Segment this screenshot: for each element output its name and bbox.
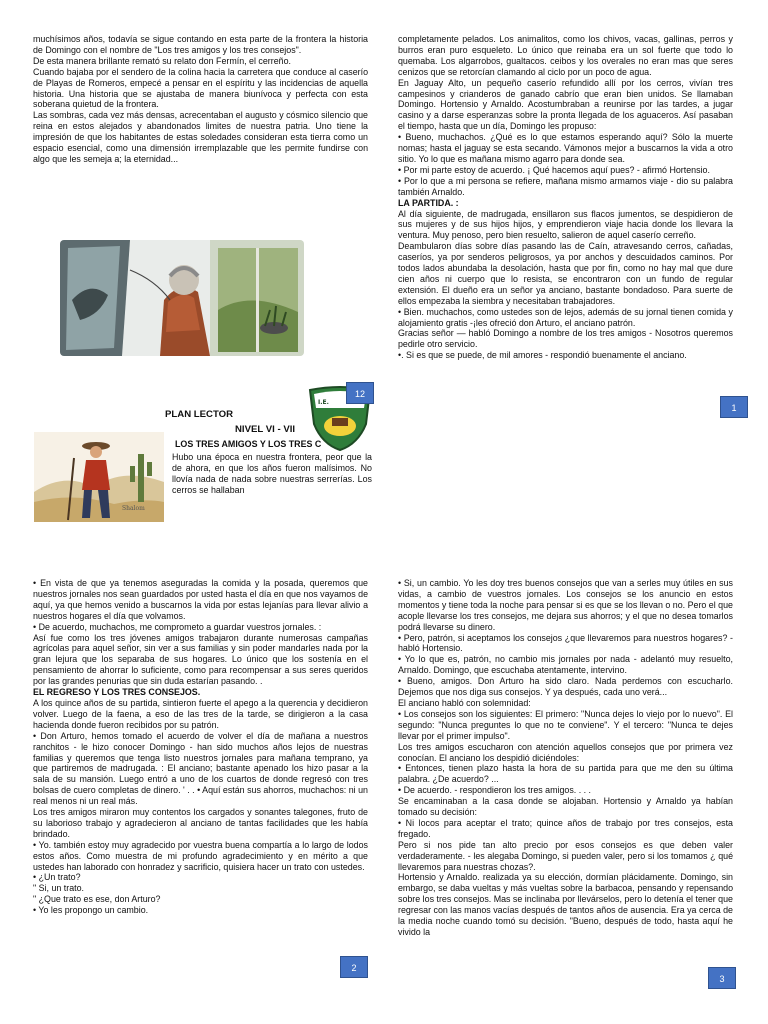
page-number-badge: 3 <box>708 967 736 989</box>
paragraph: En Jaguay Alto, un pequeño caserío refundido allí por los cerros, vivían tres campesinos y crianderos de ganado cabrío que eran bien unidos. Se llamaban Domingo. Hortensio y Arnaldo. Acostumbraban a reunirse por las tardes, a jugar casino y a darse esperanzas sobre la pronta llegada de los aguaceros. Así pasaban el tiempo, hasta que un día, Domingo les propuso: <box>398 77 733 132</box>
page-number-badge: 2 <box>340 956 368 978</box>
paragraph: Las sombras, cada vez más densas, acrecentaban el augusto y cósmico silencio que reina en estos alejados y abandonados limites de nuestra patria. Uno tiene la impresión de que los habitantes de estas soledades consideran esta tierra como un espacio esencial, como una dimensión irremplazable que les permite fundirse con algo que les semeja a; la eternidad... <box>33 110 368 164</box>
paragraph: • Bueno, amigos. Don Arturo ha sido claro. Nada perdemos con escucharlo. Dejemos que nos diga sus consejos. Y ya después, cada uno verá... <box>398 676 733 698</box>
column-top-left <box>33 34 368 230</box>
column-bottom-right <box>398 578 733 1024</box>
paragraph: " ¿Que trato es ese, don Arturo? <box>33 894 161 905</box>
paragraph: De esta manera brillante remató su relato don Fermín, el cerreño. <box>33 55 291 66</box>
paragraph: • ¿Un trato? <box>33 872 81 883</box>
story-intro: Hubo una época en nuestra frontera, peor que la de ahora, en que los años fueron malísimos. No llovía nada de nada sobre nuestras serrerías. Los cerros se hallaban <box>172 452 372 495</box>
paragraph: • Por mi parte estoy de acuerdo. ¡ Qué hacemos aquí pues? - afirmó Hortensio. <box>398 164 710 175</box>
paragraph: • Si, un cambio. Yo les doy tres buenos consejos que van a serles muy útiles en sus vidas, a cambio de vuestros jornales. Los consejos se los anuncio en estos momentos y tiene toda la noche para pensar si es que se los llevan o no. Pero el que acople llevarse los tres consejos, me dejara sus ahorros; y el que no desea tomarlos podrá llevarse su dinero. <box>398 578 733 632</box>
paragraph: •. Si es que se puede, de mil amores - respondió buenamente el anciano. <box>398 350 687 361</box>
paragraph: muchísimos años, todavía se sigue contando en esta parte de la frontera la historia de Domingo con el nombre de "Los tres amigos y los tres consejos". <box>33 34 368 55</box>
section-heading: LA PARTIDA. : <box>398 197 459 208</box>
paragraph: A los quince años de su partida, sintieron fuerte el apego a la querencia y decidieron volver. Luego de la faena, a eso de las tres de la tarde, se dirigieron a la casa hacienda donde fueron recibidos por su patrón. <box>33 697 368 730</box>
paragraph: completamente pelados. Los animalitos, como los chivos, vacas, gallinas, perros y burros eran puro esqueleto. Lo único que reinaba era un sol fuerte que todo lo quemaba. Los algarrobos, gualtacos. ceibos y los overales no eran mas que seres cenizos que se retorcían clamando al ciclo por un poco de agua. <box>398 34 733 77</box>
paragraph: Los tres amigos escucharon con atención aquellos consejos que por primera vez conocían. El anciano los despidió diciéndoles: <box>398 741 733 763</box>
paragraph: • De acuerdo, muchachos, me comprometo a guardar vuestros jornales. : <box>33 621 322 632</box>
paragraph: • Los consejos son los siguientes: El primero: "Nunca dejes lo viejo por lo nuevo". El segundo: "Nunca preguntes lo que no te conviene". Y el tercero: "Nunca te dejes llevar por el primer impulso". <box>398 708 733 741</box>
paragraph: Cuando bajaba por el sendero de la colina hacia la carretera que conduce al caserío de Playas de Romeros, empecé a pensar en el espíritu y las incidencias de aquella historia. Una historia que se ajustaba de manera biunívoca y perfecta con esta soberana quietud de la frontera. <box>33 66 368 110</box>
paragraph: Al día siguiente, de madrugada, ensillaron sus flacos jumentos, se despidieron de sus mujeres y de sus hijos hijos, y emprendieron viaje hacia donde los llevara la ventura. Muy penoso, pero bien resuelto, salieron de aquel caserío cerreño. <box>398 208 733 241</box>
paragraph: Deambularon días sobre días pasando las de Caín, atravesando cerros, cañadas, caseríos, ya por senderos peligrosos, ya por anchos y descuidados caminos. Por todos lados abundaba la desolación, hasta que por fin, como no hay mal que dure cien años ni cuerpo que lo resista, se encontraron con un fundo de regular extensión. El dueño era un señor ya anciano, bastante bondadoso. Para suerte de ellos empezaba la siembra y necesitaban trabajadores. <box>398 241 733 306</box>
page-number-badge: 1 <box>720 396 748 418</box>
paragraph: • Pero, patrón, si aceptamos los consejos ¿que llevaremos para nuestros hogares? - habló Hortensio. <box>398 632 733 654</box>
hiker-illustration <box>34 432 164 522</box>
paragraph: • En vista de que ya tenemos aseguradas la comida y la posada, queremos que nuestros jornales nos sean guardados por usted hasta el día en que nos vayamos de aquí, ya que hemos venido a buscarnos la vida por estas lejanías para llevar alivio a nuestros hogares el día que volvamos. <box>33 578 368 621</box>
paragraph: Gracias señor — habló Domingo a nombre de los tres amigos - Nosotros queremos pedirle otro servicio. <box>398 328 733 350</box>
column-top-right <box>398 34 733 504</box>
paragraph: Hortensio y Arnaldo. realizada ya su elección, dormían plácidamente. Domingo, sin embargo, se daba vueltas y más vueltas sobre la barbacoa, pensando y repensando sobre los tres consejos. Mas se inclinaba por llevárselos, pero lo detenía el tener que regresar con las manos vacías después de tantos años de ausencia. Era ya cerca de la media noche cuando tomó su decisión. "Bueno, después de todo, hasta aquí he vivido la <box>398 872 733 937</box>
paragraph: Así fue como los tres jóvenes amigos trabajaron durante numerosas campañas agrícolas para aquel señor, sin ver a sus familias y sin poder mandarles nada por la gran lejura que los separaba de sus hogares. Lo único que los sostenía en el pensamiento de ahorrar lo suficiente, como para recompensar a sus seres queridos por las grandes penurias que sin duda estarían pasando. . <box>33 632 368 687</box>
plan-title: PLAN LECTOR <box>165 409 234 420</box>
story-illustration <box>60 240 304 356</box>
page-number-badge: 12 <box>346 382 374 404</box>
svg-text:Shalom: Shalom <box>122 505 145 512</box>
paragraph: • Yo les propongo un cambio. <box>33 905 149 916</box>
paragraph: • Entonces, tienen plazo hasta la hora de su partida para que me den su última palabra. ¿De acuerdo? ... <box>398 763 733 785</box>
column-bottom-left <box>33 578 368 1024</box>
paragraph: • Bueno, muchachos. ¿Qué es lo que estamos esperando aquí? Sólo la muerte nomas; hasta el jaguay se esta secando. Vámonos mejor a buscarnos la vida a otro sitio. Yo lo que es mañana mismo agarro para donde sea. <box>398 132 733 164</box>
paragraph: El anciano habló con solemnidad: <box>398 697 531 708</box>
paragraph: • Yo lo que es, patrón, no cambio mis jornales por nada - adelantó muy resuelto, Arnaldo. Domingo, que escuchaba atentamente, intervino. <box>398 654 733 676</box>
paragraph: • Por lo que a mi persona se refiere, mañana mismo armamos viaje - dio su palabra también Arnaldo. <box>398 175 733 197</box>
section-heading: EL REGRESO Y LOS TRES CONSEJOS. <box>33 687 201 698</box>
story-title: LOS TRES AMIGOS Y LOS TRES C <box>175 439 322 449</box>
paragraph: • Bien. muchachos, como ustedes son de lejos, además de su jornal tienen comida y alojamiento gratis -¡les ofreció don Arturo, el anciano patrón. <box>398 306 733 328</box>
plan-level: NIVEL VI - VII <box>235 424 296 435</box>
paragraph: • Don Arturo, hemos tomado el acuerdo de volver el día de mañana a nuestros ranchitos - le hizo conocer Domingo - han sido muchos años lejos de nuestras familias y queremos que tenga listo nuestros jornales para mañana temprano, ya que partiremos de madrugada. : El anciano; bastante apenado los hizo pasar a la sala de su mansión. Luego entró a uno de los cuartos de donde regresó con tres bolsas de cuero completas de dinero. ' . . • Aquí están sus ahorros, muchachos: ni un real menos ni un real más. <box>33 730 368 807</box>
paragraph: • De acuerdo. - respondieron los tres amigos. . . . <box>398 785 592 796</box>
paragraph: " Si, un trato. <box>33 883 85 894</box>
paragraph: Los tres amigos miraron muy contentos los cargados y sonantes talegones, fruto de su laborioso trabajo y agradecieron al anciano de tantas facilidades que les había brindado. <box>33 807 368 839</box>
svg-text:I.E.: I.E. <box>318 399 329 406</box>
paragraph: • Ni locos para aceptar el trato; quince años de trabajo por tres consejos, esta fregado. <box>398 817 733 839</box>
paragraph: • Yo. también estoy muy agradecido por vuestra buena compartía a lo largo de lodos estos años. Como muestra de mi profundo agradecimiento y en mérito a que ustedes han laborado con honradez y sacrificio, quisiera hacer un trato con ustedes. <box>33 839 368 872</box>
paragraph: Se encaminaban a la casa donde se alojaban. Hortensio y Arnaldo ya habían tomado su decisión: <box>398 796 733 818</box>
paragraph: Pero si nos pide tan alto precio por esos consejos es que deben valer verdaderamente. - les alegaba Domingo, si pueden valer, pero si los tomamos ¿ qué llevaremos para nuestras chozas?. <box>398 839 733 872</box>
